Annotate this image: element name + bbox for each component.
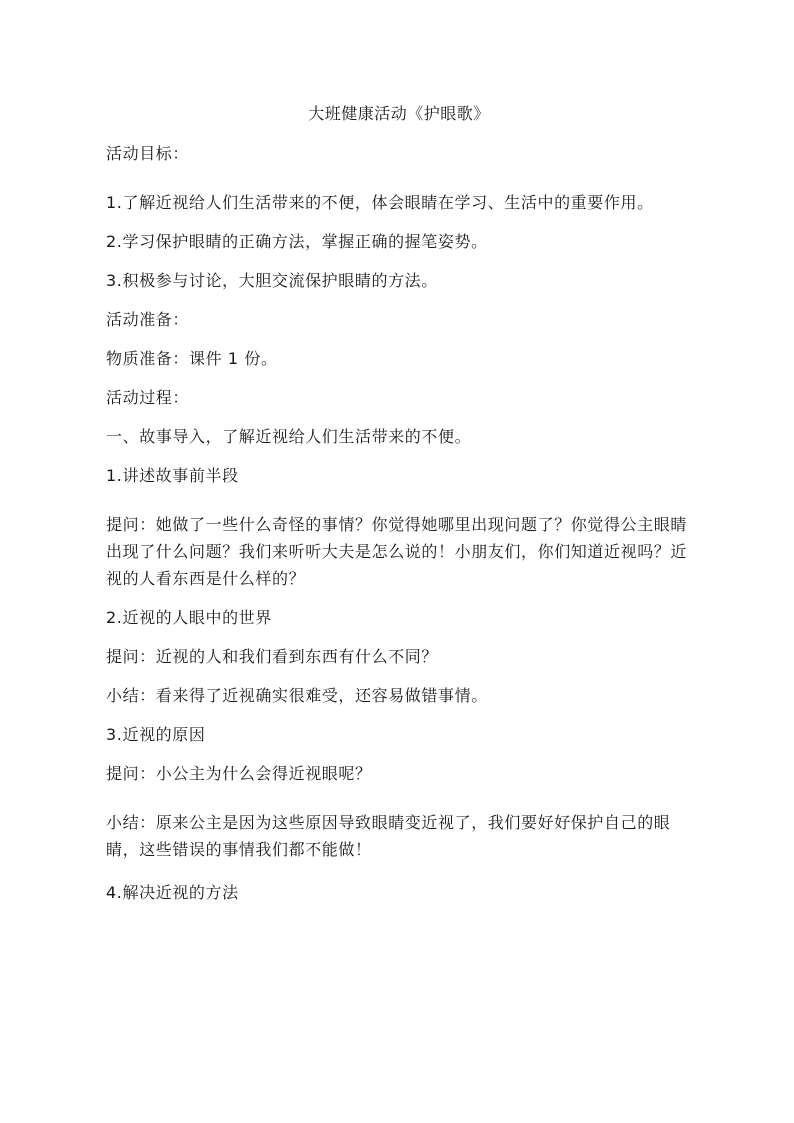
paragraph-material-preparation: 物质准备：课件 1 份。 xyxy=(106,349,278,368)
paragraph-section-1-heading: 一、故事导入，了解近视给人们生活带来的不便。 xyxy=(106,427,472,446)
paragraph-question-3: 提问：小公主为什么会得近视眼呢？ xyxy=(106,764,372,783)
paragraph-question-1: 提问：她做了一些什么奇怪的事情？你觉得她哪里出现问题了？你觉得公主眼睛出现了什么问题？我们来听听大夫是怎么说的！小朋友们，你们知道近视吗？近视的人看东西是什么样的？ xyxy=(106,515,688,588)
paragraph-step-3: 3.近视的原因 xyxy=(106,725,206,744)
document-title: 大班健康活动《护眼歌》 xyxy=(308,104,490,123)
paragraph-question-2: 提问：近视的人和我们看到东西有什么不同？ xyxy=(106,647,439,666)
paragraph-summary-1: 小结：看来得了近视确实很难受，还容易做错事情。 xyxy=(106,686,488,705)
paragraph-step-4: 4.解决近视的方法 xyxy=(106,883,239,902)
paragraph-process-heading: 活动过程： xyxy=(106,388,190,407)
paragraph-goal-3: 3.积极参与讨论，大胆交流保护眼睛的方法。 xyxy=(106,271,438,290)
document-body xyxy=(106,102,692,918)
paragraph-goal-2: 2.学习保护眼睛的正确方法，掌握正确的握笔姿势。 xyxy=(106,232,488,251)
paragraph-preparation-heading: 活动准备： xyxy=(106,310,190,329)
paragraph-summary-2: 小结：原来公主是因为这些原因导致眼睛变近视了，我们要好好保护自己的眼睛，这些错误的事情我们都不能做！ xyxy=(106,813,671,859)
paragraph-goal-1: 1.了解近视给人们生活带来的不便，体会眼睛在学习、生活中的重要作用。 xyxy=(106,193,654,212)
paragraph-step-1: 1.讲述故事前半段 xyxy=(106,466,239,485)
paragraph-step-2: 2.近视的人眼中的世界 xyxy=(106,608,272,627)
paragraph-activity-goals-heading: 活动目标： xyxy=(106,144,190,163)
